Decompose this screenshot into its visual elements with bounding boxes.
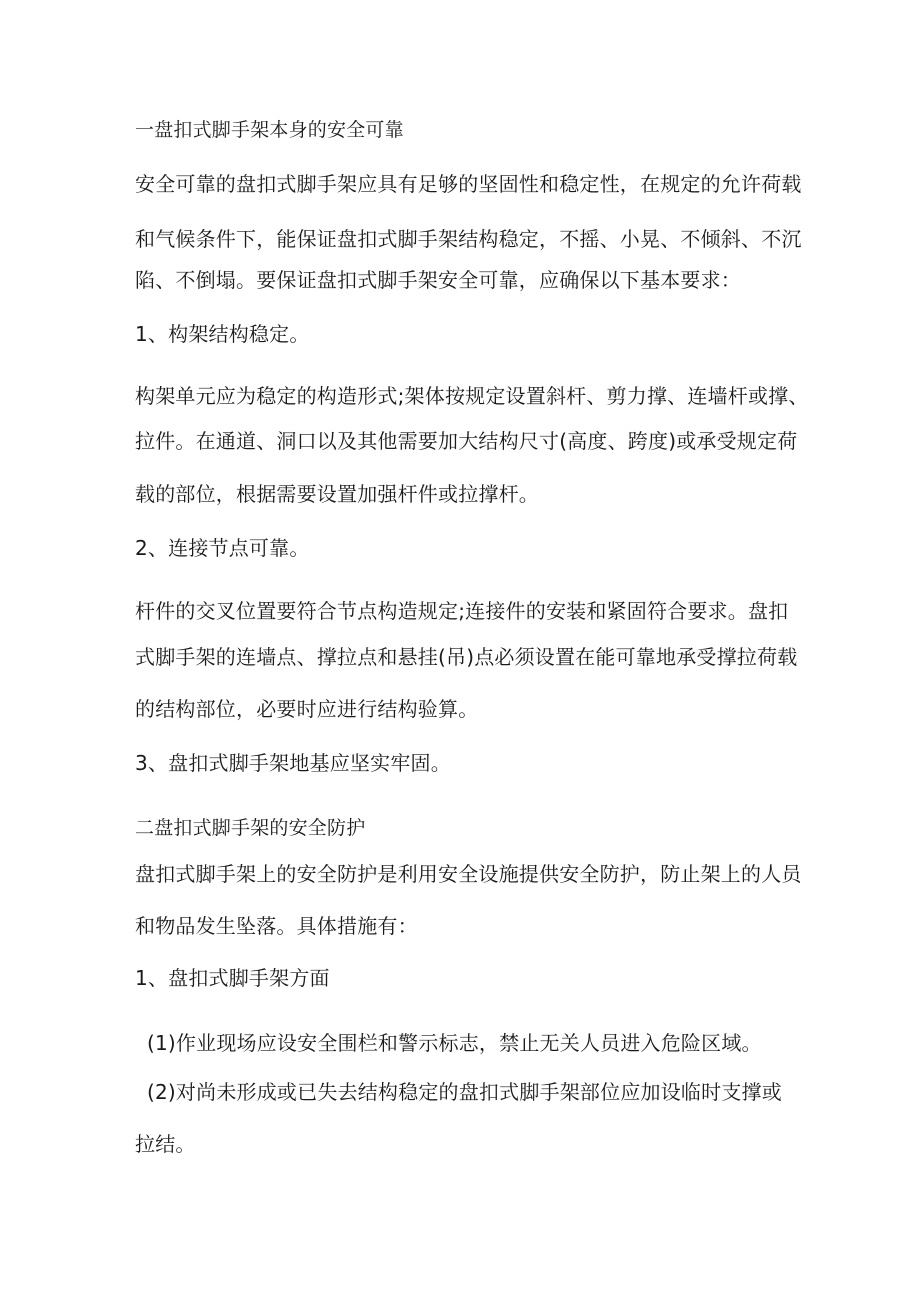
paragraph-line: 盘扣式脚手架上的安全防护是利用安全设施提供安全防护，防止架上的人员 bbox=[135, 862, 802, 886]
item-title: 1、构架结构稳定。 bbox=[135, 322, 310, 346]
paragraph-line: 陷、不倒塌。要保证盘扣式脚手架安全可靠，应确保以下基本要求： bbox=[135, 268, 741, 292]
paragraph-line: 和物品发生坠落。具体措施有： bbox=[135, 914, 418, 938]
sub-item: (1)作业现场应设安全围栏和警示标志，禁止无关人员进入危险区域。 bbox=[147, 1031, 762, 1055]
section-1-heading: 一盘扣式脚手架本身的安全可靠 bbox=[135, 119, 404, 141]
paragraph-line: 式脚手架的连墙点、撑拉点和悬挂(吊)点必须设置在能可靠地承受撑拉荷载 bbox=[135, 645, 798, 669]
sub-item: (2)对尚未形成或已失去结构稳定的盘扣式脚手架部位应加设临时支撑或 bbox=[147, 1080, 782, 1104]
paragraph-line: 安全可靠的盘扣式脚手架应具有足够的坚固性和稳定性，在规定的允许荷载 bbox=[135, 172, 802, 196]
paragraph-line: 拉件。在通道、洞口以及其他需要加大结构尺寸(高度、跨度)或承受规定荷 bbox=[135, 429, 798, 453]
paragraph-line: 和气候条件下，能保证盘扣式脚手架结构稳定，不摇、小晃、不倾斜、不沉 bbox=[135, 227, 802, 251]
section-2-heading: 二盘扣式脚手架的安全防护 bbox=[135, 817, 366, 839]
item-title: 2、连接节点可靠。 bbox=[135, 536, 310, 560]
item-title: 3、盘扣式脚手架地基应坚实牢固。 bbox=[135, 751, 451, 775]
paragraph-line: 杆件的交叉位置要符合节点构造规定;连接件的安装和紧固符合要求。盘扣 bbox=[135, 599, 789, 623]
item-title: 1、盘扣式脚手架方面 bbox=[135, 966, 330, 990]
paragraph-line: 载的部位，根据需要设置加强杆件或拉撑杆。 bbox=[135, 482, 539, 506]
paragraph-line: 构架单元应为稳定的构造形式;架体按规定设置斜杆、剪力撑、连墙杆或撑、 bbox=[135, 384, 809, 408]
paragraph-line: 拉结。 bbox=[135, 1132, 196, 1156]
paragraph-line: 的结构部位，必要时应进行结构验算。 bbox=[135, 697, 479, 721]
